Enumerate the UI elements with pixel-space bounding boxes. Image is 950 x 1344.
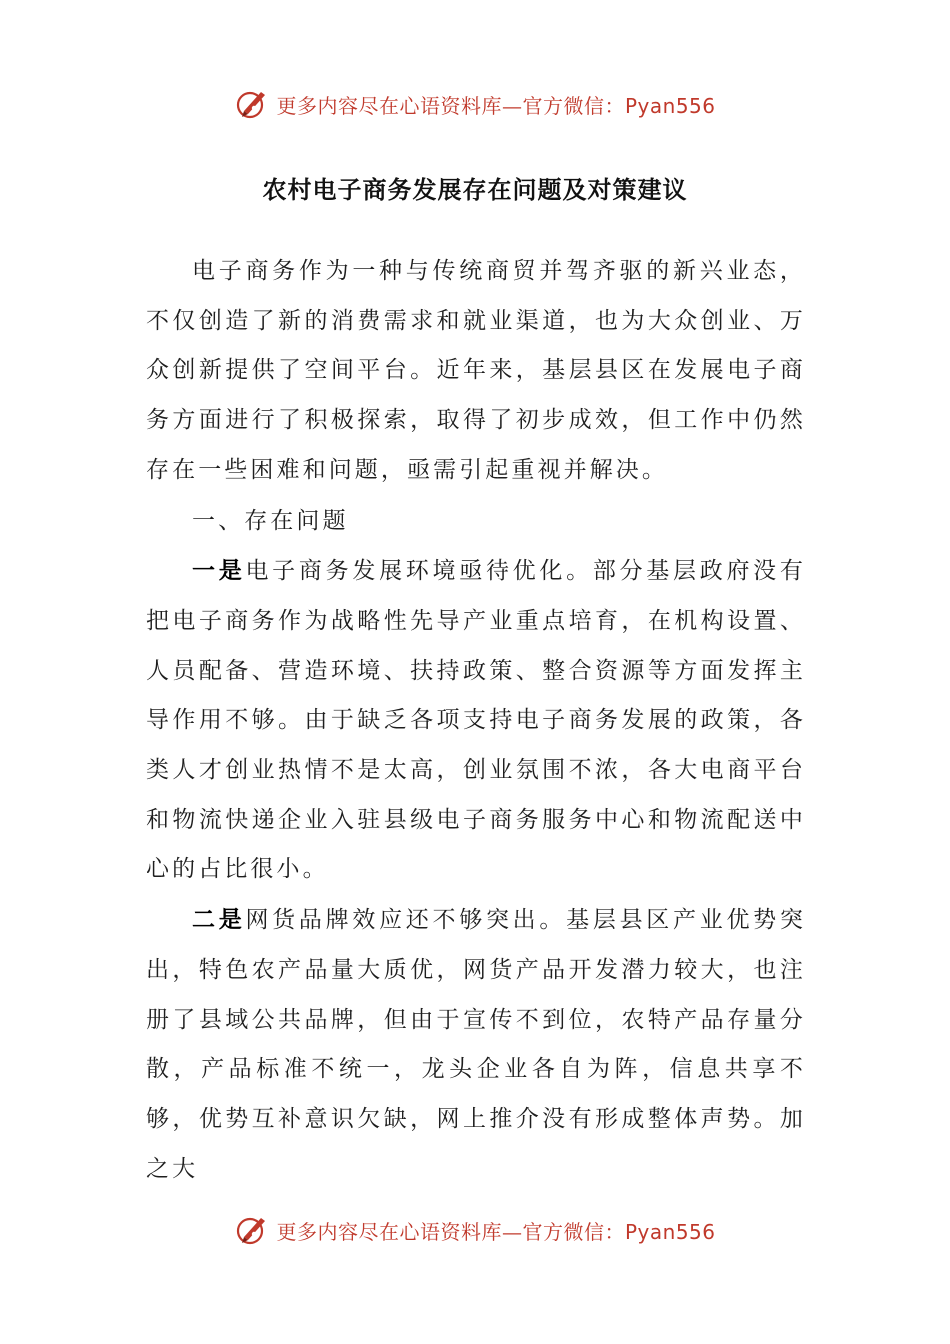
banner-site-text: 更多内容尽在心语资料库 xyxy=(276,1219,502,1244)
paragraph-text: 一、存在问题 xyxy=(192,507,349,534)
banner-separator: — xyxy=(501,93,523,118)
pen-circle-icon xyxy=(234,1212,270,1248)
banner-wechat-id: Pyan556 xyxy=(624,93,716,118)
paragraph-text: 电子商务作为一种与传统商贸并驾齐驱的新兴业态，不仅创造了新的消费需求和就业渠道，也为大众创业、万众创新提供了空间平台。近年来，基层县区在发展电子商务方面进行了积极探索，取得了初步成效，但工作中仍然存在一些困难和问题，亟需引起重视并解决。 xyxy=(146,258,806,483)
paragraph-text: 电子商务发展环境亟待优化。部分基层政府没有把电子商务作为战略性先导产业重点培育，在机构设置、人员配备、营造环境、扶持政策、整合资源等方面发挥主导作用不够。由于缺乏各项支持电子商务发展的政策，各类人才创业热情不是太高，创业氛围不浓，各大电商平台和物流快递企业入驻县级电子商务服务中心和物流配送中心的占比很小。 xyxy=(146,558,806,883)
paragraph-intro xyxy=(146,246,806,496)
banner-separator: — xyxy=(501,1219,523,1244)
paragraph-text: 网货品牌效应还不够突出。基层县区产业优势突出，特色农产品量大质优，网货产品开发潜力较大，也注册了县域公共品牌，但由于宣传不到位，农特产品存量分散，产品标准不统一，龙头企业各自为阵，信息共享不够，优势互补意识欠缺，网上推介没有形成整体声势。加之大 xyxy=(146,907,806,1182)
section-heading xyxy=(146,496,806,547)
header-banner xyxy=(0,84,950,124)
banner-text xyxy=(276,1216,715,1245)
document-body xyxy=(146,246,806,1194)
paragraph-lead: 二是 xyxy=(192,906,246,934)
document-title: 农村电子商务发展存在问题及对策建议 xyxy=(262,175,688,204)
banner-wechat-id: Pyan556 xyxy=(624,1219,716,1244)
paragraph-issue-2 xyxy=(146,895,806,1194)
footer-banner xyxy=(0,1210,950,1250)
banner-text xyxy=(276,90,715,119)
banner-wechat-label: 官方微信： xyxy=(522,93,625,118)
paragraph-issue-1 xyxy=(146,546,806,895)
banner-wechat-label: 官方微信： xyxy=(522,1219,625,1244)
paragraph-lead: 一是 xyxy=(192,557,246,585)
pen-circle-icon xyxy=(234,86,270,122)
banner-site-text: 更多内容尽在心语资料库 xyxy=(276,93,502,118)
